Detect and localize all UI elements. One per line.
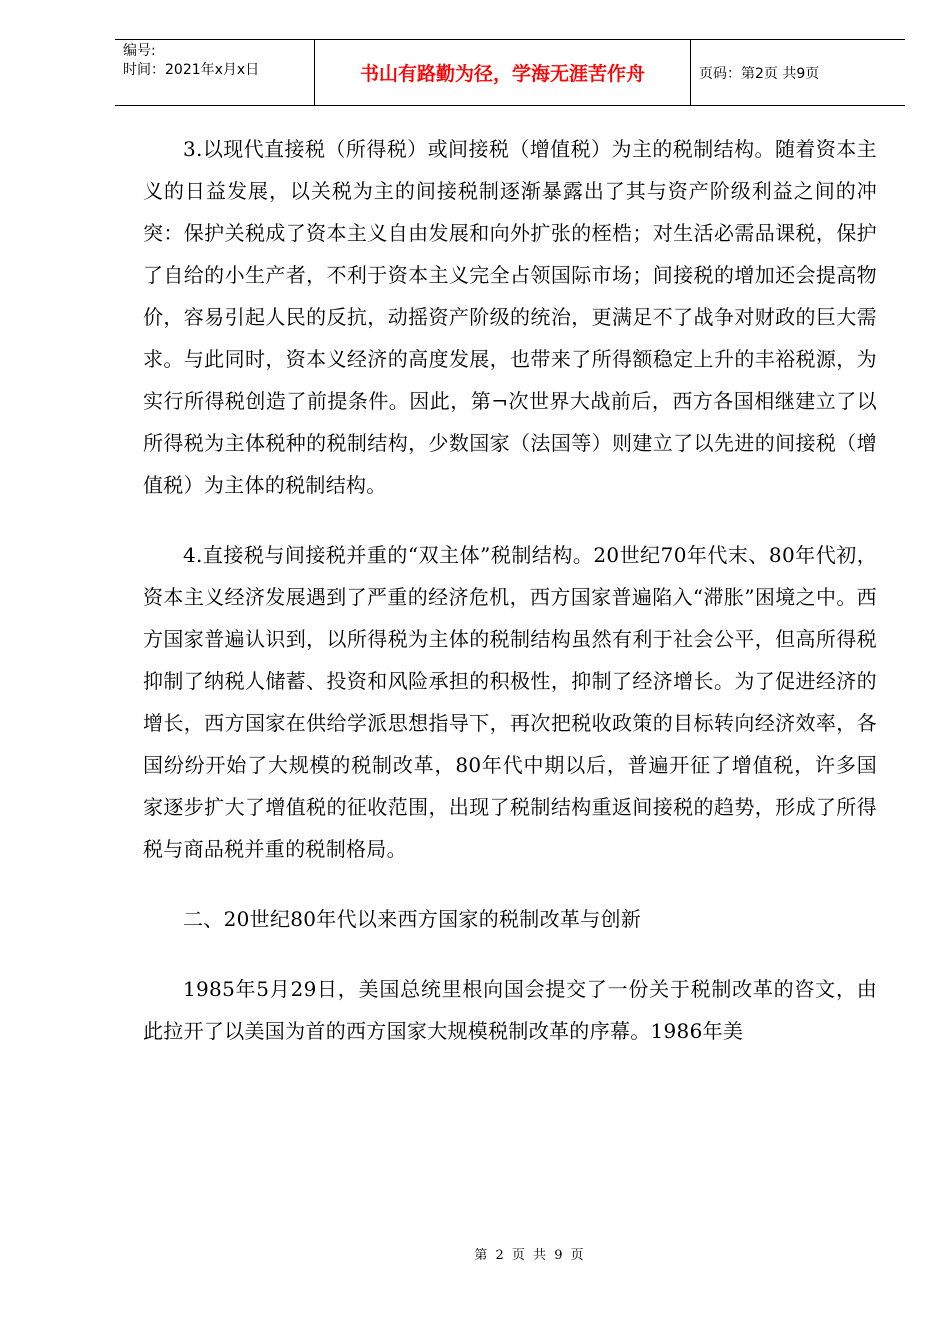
header-motto: 书山有路勤为径，学海无涯苦作舟 [315, 40, 691, 105]
section-heading-reform: 二、20世纪80年代以来西方国家的税制改革与创新 [183, 907, 642, 931]
page-header [115, 39, 905, 106]
paragraph-reform-intro: 1985年5月29日，美国总统里根向国会提交了一份关于税制改革的咨文，由此拉开了以美国为首的西方国家大规模税制改革的序幕。1986年美 [143, 977, 877, 1043]
page-footer: 第 2 页 共 9 页 [474, 1248, 586, 1263]
document-body [143, 128, 877, 1052]
paragraph-3-tax-structure: 3.以现代直接税（所得税）或间接税（增值税）为主的税制结构。随着资本主义的日益发展，以关税为主的间接税制逐渐暴露出了其与资产阶级利益之间的冲突：保护关税成了资本主义自由发展和向外扩张的桎梏；对生活必需品课税，保护了自给的小生产者，不利于资本主义完全占领国际市场；间接税的增加还会提高物价，容易引起人民的反抗，动摇资产阶级的统治，更满足不了战争对财政的巨大需求。与此同时，资本义经济的高度发展，也带来了所得额稳定上升的丰裕税源，为实行所得税创造了前提条件。因此，第¬次世界大战前后，西方各国相继建立了以所得税为主体税种的税制结构，少数国家（法国等）则建立了以先进的间接税（增值税）为主体的税制结构。 [143, 137, 877, 497]
header-meta [115, 40, 315, 105]
document-number-label: 编号: [123, 43, 156, 59]
document-time-label: 时间：2021年x月x日 [123, 62, 260, 78]
paragraph-4-dual-subject: 4.直接税与间接税并重的“双主体”税制结构。20世纪70年代末、80年代初，资本主义经济发展遇到了严重的经济危机，西方国家普遍陷入“滞胀”困境之中。西方国家普遍认识到，以所得税为主体的税制结构虽然有利于社会公平，但高所得税抑制了纳税人储蓄、投资和风险承担的积极性，抑制了经济增长。为了促进经济的增长，西方国家在供给学派思想指导下，再次把税收政策的目标转向经济效率，各国纷纷开始了大规模的税制改革，80年代中期以后，普遍开征了增值税，许多国家逐步扩大了增值税的征收范围，出现了税制结构重返间接税的趋势，形成了所得税与商品税并重的税制格局。 [143, 543, 877, 861]
header-page-number: 页码：第2页 共9页 [699, 65, 820, 82]
